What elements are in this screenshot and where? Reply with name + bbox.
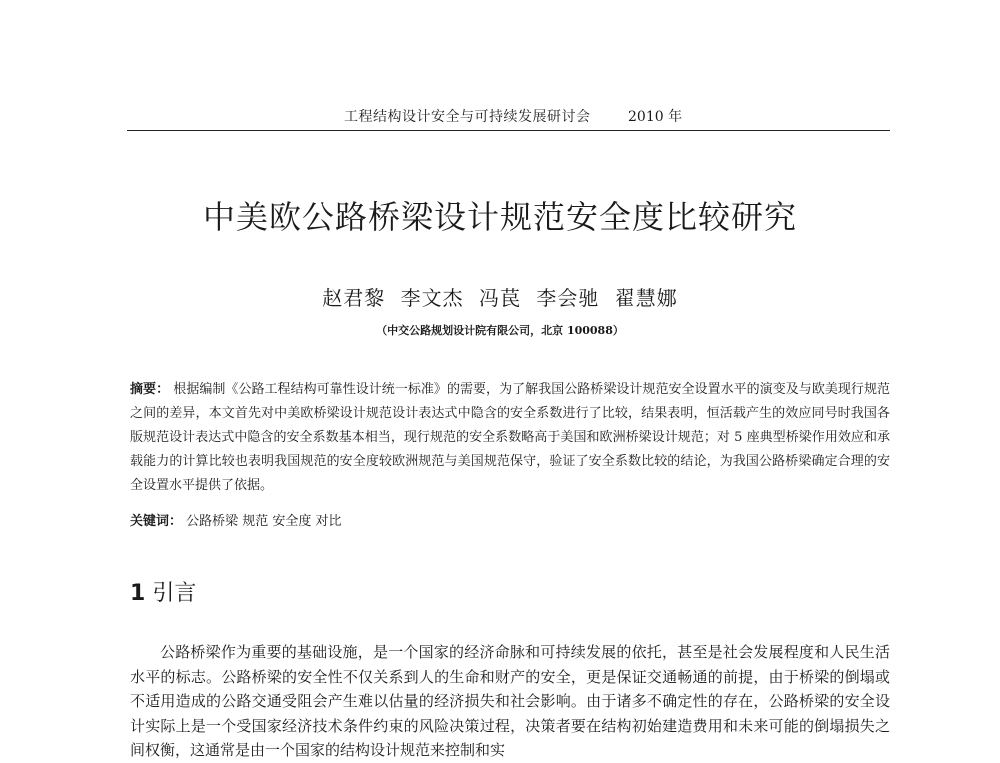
author-list: 赵君黎 李文杰 冯苠 李会驰 翟慧娜 [322, 286, 678, 310]
paper-title: 中美欧公路桥梁设计规范安全度比较研究 [202, 198, 797, 236]
section-title: 引言 [152, 581, 197, 606]
abstract [130, 378, 890, 498]
body-paragraph: 公路桥梁作为重要的基础设施，是一个国家的经济命脉和可持续发展的依托，甚至是社会发展程度和人民生活水平的标志。公路桥梁的安全性不仅关系到人的生命和财产的安全，更是保证交通畅通的前提，由于桥梁的倒塌或不适用造成的公路交通受阻会产生难以估量的经济损失和社会影响。由于诸多不确定性的存在，公路桥梁的安全设计实际上是一个受国家经济技术条件约束的风险决策过程，决策者要在结构初始建造费用和未来可能的倒塌损失之间权衡，这通常是由一个国家的结构设计规范来控制和实 [130, 643, 890, 759]
abstract-text: 根据编制《公路工程结构可靠性设计统一标准》的需要，为了解我国公路桥梁设计规范安全设置水平的演变及与欧美现行规范之间的差异，本文首先对中美欧桥梁设计规范设计表达式中隐含的安全系数进行了比较，结果表明，恒活载产生的效应同号时我国各版规范设计表达式中隐含的安全系数基本相当，现行规范的安全系数略高于美国和欧洲桥梁设计规范；对 5 座典型桥梁作用效应和承载能力的计算比较也表明我国规范的安全度较欧洲规范与美国规范保守，验证了安全系数比较的结论，为我国公路桥梁确定合理的安全设置水平提供了依据。 [130, 382, 890, 493]
keywords-text: 公路桥梁 规范 安全度 对比 [186, 514, 342, 529]
section-number: 1 [130, 581, 146, 606]
running-header [127, 106, 890, 131]
keywords-label: 关键词： [130, 514, 183, 529]
affiliation: （中交公路规划设计院有限公司，北京 100088） [376, 324, 624, 337]
abstract-label: 摘要： [130, 382, 170, 397]
section-heading-introduction [130, 576, 196, 607]
conference-name: 工程结构设计安全与可持续发展研讨会 [344, 109, 591, 125]
keywords [130, 512, 890, 532]
conference-year: 2010 年 [628, 109, 683, 125]
